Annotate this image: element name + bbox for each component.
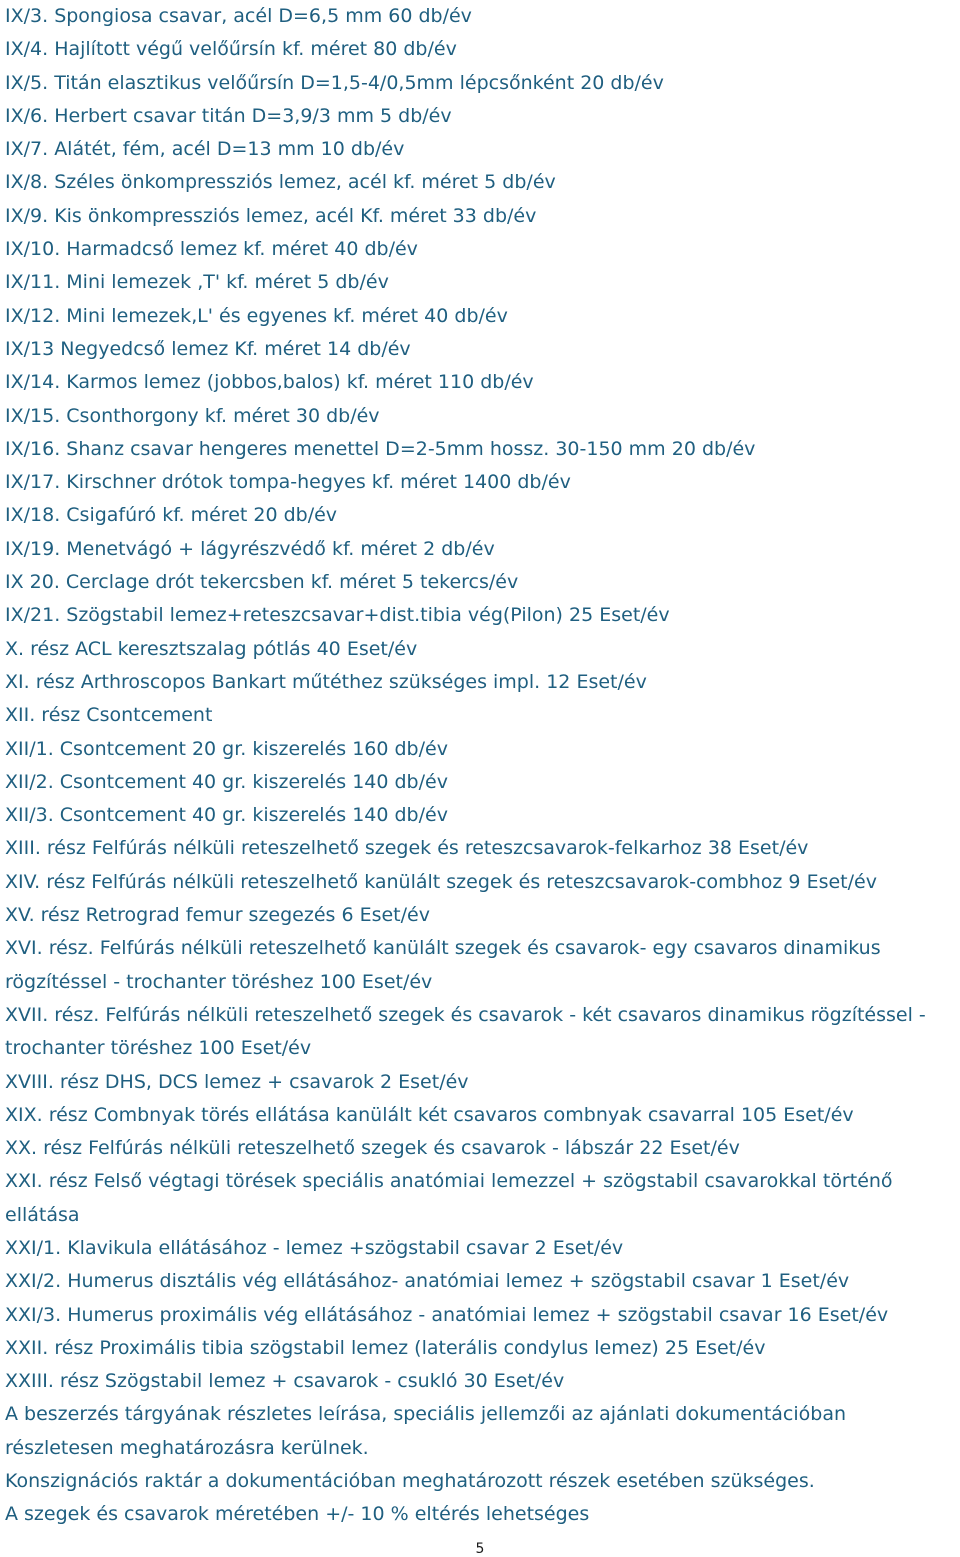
text-line: IX 20. Cerclage drót tekercsben kf. méret 5 tekercs/év — [5, 571, 519, 594]
text-line: XII/2. Csontcement 40 gr. kiszerelés 140 db/év — [5, 770, 448, 793]
text-line: IX/9. Kis önkompressziós lemez, acél Kf. méret 33 db/év — [5, 204, 537, 227]
text-line: XIII. rész Felfúrás nélküli reteszelhető szegek és reteszcsavarok-felkarhoz 38 Eset/év — [5, 837, 809, 860]
text-line: XXI. rész Felső végtagi törések speciális anatómiai lemezzel + szögstabil csavarokkal történő — [5, 1170, 893, 1193]
text-line: IX/15. Csonthorgony kf. méret 30 db/év — [5, 404, 380, 427]
text-line: X. rész ACL keresztszalag pótlás 40 Eset/év — [5, 637, 418, 660]
text-line: XXIII. rész Szögstabil lemez + csavarok - csukló 30 Eset/év — [5, 1370, 565, 1393]
text-line: trochanter töréshez 100 Eset/év — [5, 1037, 312, 1060]
document-body — [5, 0, 957, 1532]
text-line: XXI/3. Humerus proximális vég ellátásához - anatómiai lemez + szögstabil csavar 16 Eset/év — [5, 1303, 889, 1326]
text-line: XIX. rész Combnyak törés ellátása kanülált két csavaros combnyak csavarral 105 Eset/év — [5, 1103, 854, 1126]
text-line: IX/12. Mini lemezek‚L' és egyenes kf. méret 40 db/év — [5, 304, 508, 327]
text-line: XXI/1. Klavikula ellátásához - lemez +szögstabil csavar 2 Eset/év — [5, 1236, 624, 1259]
text-line: XV. rész Retrograd femur szegezés 6 Eset/év — [5, 904, 430, 927]
text-line: IX/18. Csigafúró kf. méret 20 db/év — [5, 504, 338, 527]
text-line: IX/7. Alátét, fém, acél D=13 mm 10 db/év — [5, 138, 405, 161]
text-line: XII/1. Csontcement 20 gr. kiszerelés 160 db/év — [5, 737, 448, 760]
text-line: rögzítéssel - trochanter töréshez 100 Eset/év — [5, 970, 433, 993]
text-line: A szegek és csavarok méretében +/- 10 % eltérés lehetséges — [5, 1503, 590, 1526]
text-line: IX/16. Shanz csavar hengeres menettel D=2-5mm hossz. 30-150 mm 20 db/év — [5, 437, 756, 460]
text-line: A beszerzés tárgyának részletes leírása, speciális jellemzői az ajánlati dokumentációban — [5, 1403, 847, 1426]
text-line: IX/13 Negyedcső lemez Kf. méret 14 db/év — [5, 337, 411, 360]
text-line: IX/14. Karmos lemez (jobbos,balos) kf. méret 110 db/év — [5, 371, 534, 394]
text-line: IX/8. Széles önkompressziós lemez, acél kf. méret 5 db/év — [5, 171, 556, 194]
text-line: IX/17. Kirschner drótok tompa-hegyes kf. méret 1400 db/év — [5, 471, 571, 494]
text-line: XVII. rész. Felfúrás nélküli reteszelhető szegek és csavarok - két csavaros dinamikus rögzítéssel - — [5, 1003, 926, 1026]
page-number: 5 — [475, 1541, 485, 1557]
text-line: XII. rész Csontcement — [5, 704, 213, 727]
text-line: IX/4. Hajlított végű velőűrsín kf. méret 80 db/év — [5, 38, 457, 61]
text-line: IX/6. Herbert csavar titán D=3,9/3 mm 5 db/év — [5, 104, 452, 127]
text-line: XXII. rész Proximális tibia szögstabil lemez (laterális condylus lemez) 25 Eset/év — [5, 1336, 766, 1359]
text-line: XII/3. Csontcement 40 gr. kiszerelés 140 db/év — [5, 804, 448, 827]
text-line: IX/19. Menetvágó + lágyrészvédő kf. méret 2 db/év — [5, 537, 495, 560]
text-line: XI. rész Arthroscopos Bankart műtéthez szükséges impl. 12 Eset/év — [5, 670, 647, 693]
text-line: XVIII. rész DHS, DCS lemez + csavarok 2 Eset/év — [5, 1070, 469, 1093]
text-line: részletesen meghatározásra kerülnek. — [5, 1436, 369, 1459]
text-line: IX/11. Mini lemezek ‚T' kf. méret 5 db/év — [5, 271, 389, 294]
text-line: IX/5. Titán elasztikus velőűrsín D=1,5-4/0,5mm lépcsőnként 20 db/év — [5, 71, 664, 94]
text-line: XXI/2. Humerus disztális vég ellátásához- anatómiai lemez + szögstabil csavar 1 Eset/év — [5, 1270, 850, 1293]
text-line: XX. rész Felfúrás nélküli reteszelhető szegek és csavarok - lábszár 22 Eset/év — [5, 1137, 740, 1160]
text-line: IX/10. Harmadcső lemez kf. méret 40 db/év — [5, 238, 418, 261]
text-line: XVI. rész. Felfúrás nélküli reteszelhető kanülált szegek és csavarok- egy csavaros dinamikus — [5, 937, 881, 960]
text-line: Konszignációs raktár a dokumentációban meghatározott részek esetében szükséges. — [5, 1470, 815, 1493]
text-line: ellátása — [5, 1203, 80, 1226]
text-line: XIV. rész Felfúrás nélküli reteszelhető kanülált szegek és reteszcsavarok-combhoz 9 Eset/év — [5, 870, 877, 893]
text-line: IX/21. Szögstabil lemez+reteszcsavar+dist.tibia vég(Pilon) 25 Eset/év — [5, 604, 670, 627]
text-line: IX/3. Spongiosa csavar, acél D=6,5 mm 60 db/év — [5, 5, 472, 27]
